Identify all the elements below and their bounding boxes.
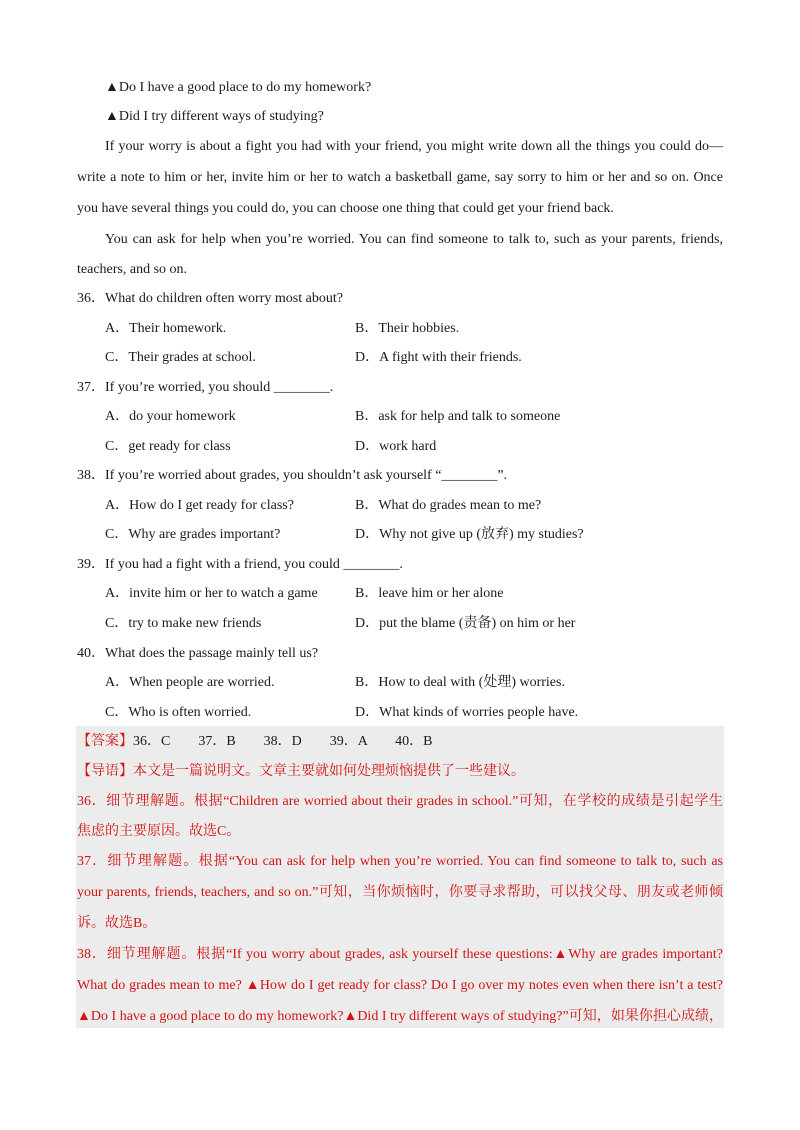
question-37: 37．If you’re worried, you should ________. bbox=[77, 380, 334, 395]
question-38: 38．If you’re worried about grades, you shouldn’t ask yourself “________”. bbox=[77, 468, 508, 483]
answer-line bbox=[77, 733, 432, 751]
q40-option-b: B．How to deal with (处理) worries. bbox=[355, 675, 565, 690]
explanation-36-line-2: 焦虑的主要原因。故选C。 bbox=[77, 824, 241, 839]
q37-option-b: B．ask for help and talk to someone bbox=[355, 409, 561, 424]
bullet-homework-place: ▲Do I have a good place to do my homework? bbox=[105, 80, 372, 95]
explanation-38-line-1: 38．细节理解题。根据“If you worry about grades, ask yourself these questions:▲Why are grades important? bbox=[77, 947, 723, 962]
explanation-38-line-2: What do grades mean to me? ▲How do I get ready for class? Do I go over my notes even when there isn’t a test? bbox=[77, 978, 723, 993]
q40-option-a: A．When people are worried. bbox=[105, 675, 275, 690]
explanation-36-line-1: 36．细节理解题。根据“Children are worried about their grades in school.”可知，在学校的成绩是引起学生 bbox=[77, 794, 723, 809]
bullet-try-ways: ▲Did I try different ways of studying? bbox=[105, 109, 324, 124]
q37-option-d: D．work hard bbox=[355, 439, 437, 454]
q38-option-a: A．How do I get ready for class? bbox=[105, 498, 294, 513]
question-36: 36．What do children often worry most about? bbox=[77, 291, 343, 306]
q38-option-c: C．Why are grades important? bbox=[105, 527, 281, 542]
answer-keys: 36．C 37．B 38．D 39．A 40．B bbox=[133, 734, 433, 749]
explanation-37-line-2: your parents, friends, teachers, and so on.”可知，当你烦恼时，你要寻求帮助，可以找父母、朋友或老师倾 bbox=[77, 885, 723, 900]
q39-option-c: C．try to make new friends bbox=[105, 616, 262, 631]
explanation-38-line-3: ▲Do I have a good place to do my homework?▲Did I try different ways of studying?”可知，如果你担心成绩， bbox=[77, 1009, 723, 1024]
q39-option-b: B．leave him or her alone bbox=[355, 586, 504, 601]
explanation-37-line-1: 37．细节理解题。根据“You can ask for help when you’re worried. You can find someone to talk to, such as bbox=[77, 854, 723, 869]
guide-line bbox=[77, 763, 525, 781]
q37-option-a: A．do your homework bbox=[105, 409, 236, 424]
q39-option-a: A．invite him or her to watch a game bbox=[105, 586, 318, 601]
q38-option-b: B．What do grades mean to me? bbox=[355, 498, 542, 513]
guide-label: 【导语】 bbox=[77, 764, 133, 779]
question-40: 40．What does the passage mainly tell us? bbox=[77, 646, 319, 661]
q37-option-c: C．get ready for class bbox=[105, 439, 231, 454]
help-paragraph-line-2: teachers, and so on. bbox=[77, 262, 188, 277]
q36-option-b: B．Their hobbies. bbox=[355, 321, 460, 336]
q40-option-d: D．What kinds of worries people have. bbox=[355, 705, 579, 720]
q36-option-d: D．A fight with their friends. bbox=[355, 350, 522, 365]
q36-option-c: C．Their grades at school. bbox=[105, 350, 256, 365]
fight-paragraph-line-1: If your worry is about a fight you had with your friend, you might write down all the things you could do— bbox=[105, 139, 723, 154]
q36-option-a: A．Their homework. bbox=[105, 321, 227, 336]
help-paragraph-line-1: You can ask for help when you’re worried. You can find someone to talk to, such as your parents, friends, bbox=[105, 232, 723, 247]
q38-option-d: D．Why not give up (放弃) my studies? bbox=[355, 527, 584, 542]
q40-option-c: C．Who is often worried. bbox=[105, 705, 252, 720]
fight-paragraph-line-3: you have several things you could do, you can choose one thing that could get your friend back. bbox=[77, 201, 614, 216]
q39-option-d: D．put the blame (责备) on him or her bbox=[355, 616, 576, 631]
question-39: 39．If you had a fight with a friend, you could ________. bbox=[77, 557, 403, 572]
answer-label: 【答案】 bbox=[77, 734, 133, 749]
fight-paragraph-line-2: write a note to him or her, invite him or her to watch a basketball game, say sorry to him or her and so on. Once bbox=[77, 170, 723, 185]
explanation-37-line-3: 诉。故选B。 bbox=[77, 916, 157, 931]
guide-text: 本文是一篇说明文。文章主要就如何处理烦恼提供了一些建议。 bbox=[133, 764, 525, 779]
